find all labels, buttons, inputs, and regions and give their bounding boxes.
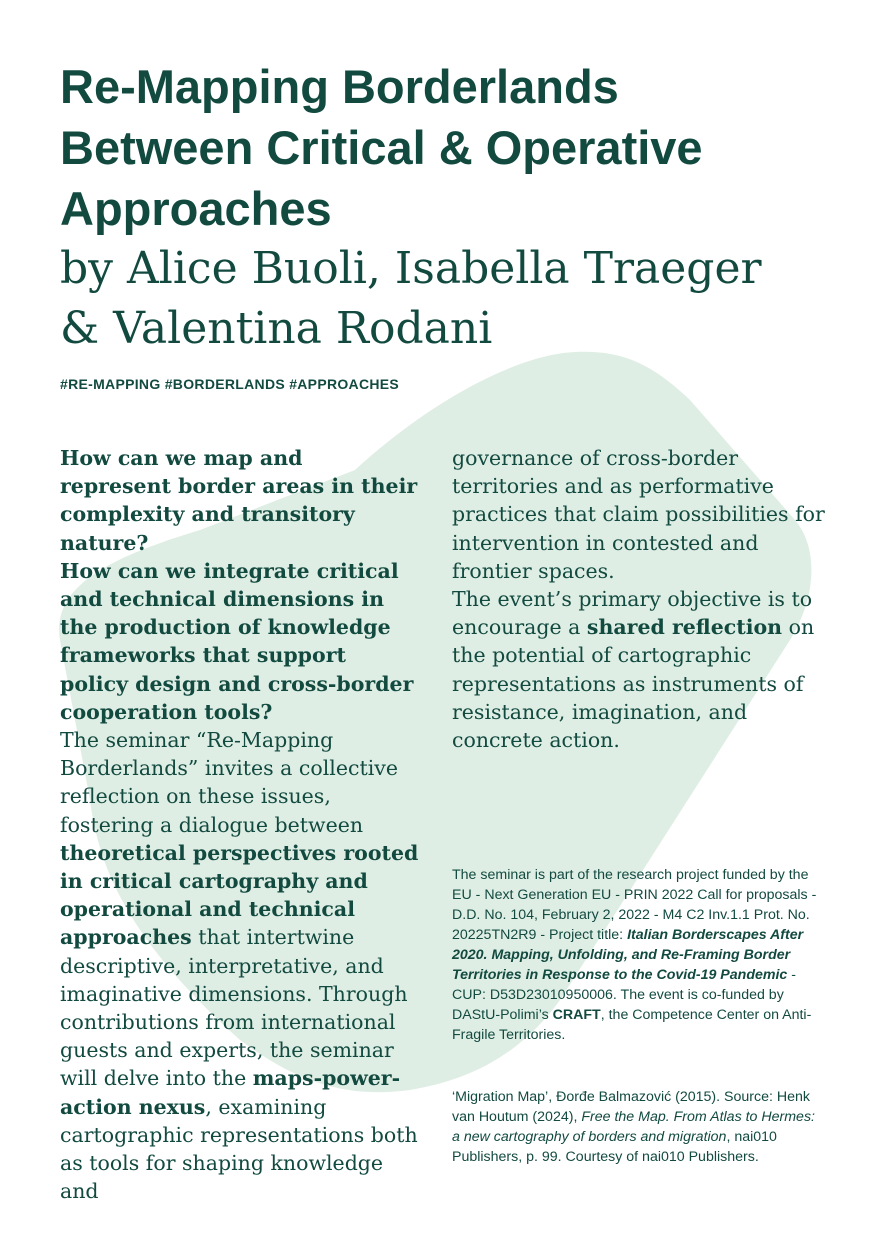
intro-text: The seminar “Re-Mapping Borderlands” invites a collective reflection on these issues, fostering a dialogue between xyxy=(60,728,398,837)
project-title: Italian Borderscapes After 2020. Mapping, Unfolding, and Re-Framing Border Territories in Response to the Covid-19 Pandemic xyxy=(452,927,804,983)
funding-text: The seminar is part of the research project funded by the EU - Next Generation EU - PRIN 2022 Call for proposals - D.D. No. 104, February 2, 2022 - M4 C2 Inv.1.1 Prot. No. 20225TN2R9 - Project title: xyxy=(452,867,817,943)
objective-continuation: on the potential of cartographic representations as instruments of resistance, imagination, and concrete action. xyxy=(452,615,815,753)
title-line-3: Approaches xyxy=(60,182,332,235)
funding-end: , the Competence Center on Anti-Fragile Territories. xyxy=(452,1007,812,1043)
right-column xyxy=(452,444,832,754)
title-line-2: Between Critical & Operative xyxy=(60,121,703,174)
credit-end: , nai010 Publishers, p. 99. Courtesy of nai010 Publishers. xyxy=(452,1129,777,1165)
authors-line-2: & Valentina Rodani xyxy=(60,303,493,354)
title-line-1: Re-Mapping Borderlands xyxy=(60,60,619,113)
book-title: Free the Map. From Atlas to Hermes: a new cartography of borders and migration xyxy=(452,1109,815,1145)
craft-label: CRAFT xyxy=(552,1007,601,1023)
nexus-continuation: , examining cartographic representations both as tools for shaping knowledge and xyxy=(60,1094,418,1204)
bold-perspectives: theoretical perspectives rooted in critical cartography and operational and technical approaches xyxy=(60,840,419,950)
funding-cup: - CUP: D53D23010950006. The event is co-funded by DAStU-Polimi’s xyxy=(452,967,797,1023)
seminar-description xyxy=(60,726,420,1205)
governance-text: governance of cross-border territories and as performative practices that claim possibilities for intervention in contested and frontier spaces. xyxy=(452,446,825,583)
left-column xyxy=(60,444,420,1205)
authors-line-1: by Alice Buoli, Isabella Traeger xyxy=(60,243,762,294)
objective-text: The event’s primary objective is to encourage a xyxy=(452,587,813,640)
title-block xyxy=(60,56,850,359)
image-credit xyxy=(452,1087,822,1167)
dimensions-text: that intertwine descriptive, interpretative, and imaginative dimensions. Through contributions from international guests and experts, the seminar will delve into the xyxy=(60,925,408,1091)
bold-shared-reflection: shared reflection xyxy=(586,615,783,640)
objective-paragraph xyxy=(452,585,832,754)
question-2: How can we integrate critical and technical dimensions in the production of knowledge frameworks that support policy design and cross-border cooperation tools? xyxy=(60,558,414,724)
question-1: How can we map and represent border areas in their complexity and transitory nature? xyxy=(60,446,418,555)
bold-nexus: maps-power-action nexus xyxy=(60,1066,401,1119)
credit-text: ‘Migration Map’, Đorđe Balmazović (2015). Source: Henk van Houtum (2024), xyxy=(452,1089,810,1125)
hashtags: #RE-MAPPING #BORDERLANDS #APPROACHES xyxy=(60,376,400,392)
funding-note xyxy=(452,865,822,1045)
